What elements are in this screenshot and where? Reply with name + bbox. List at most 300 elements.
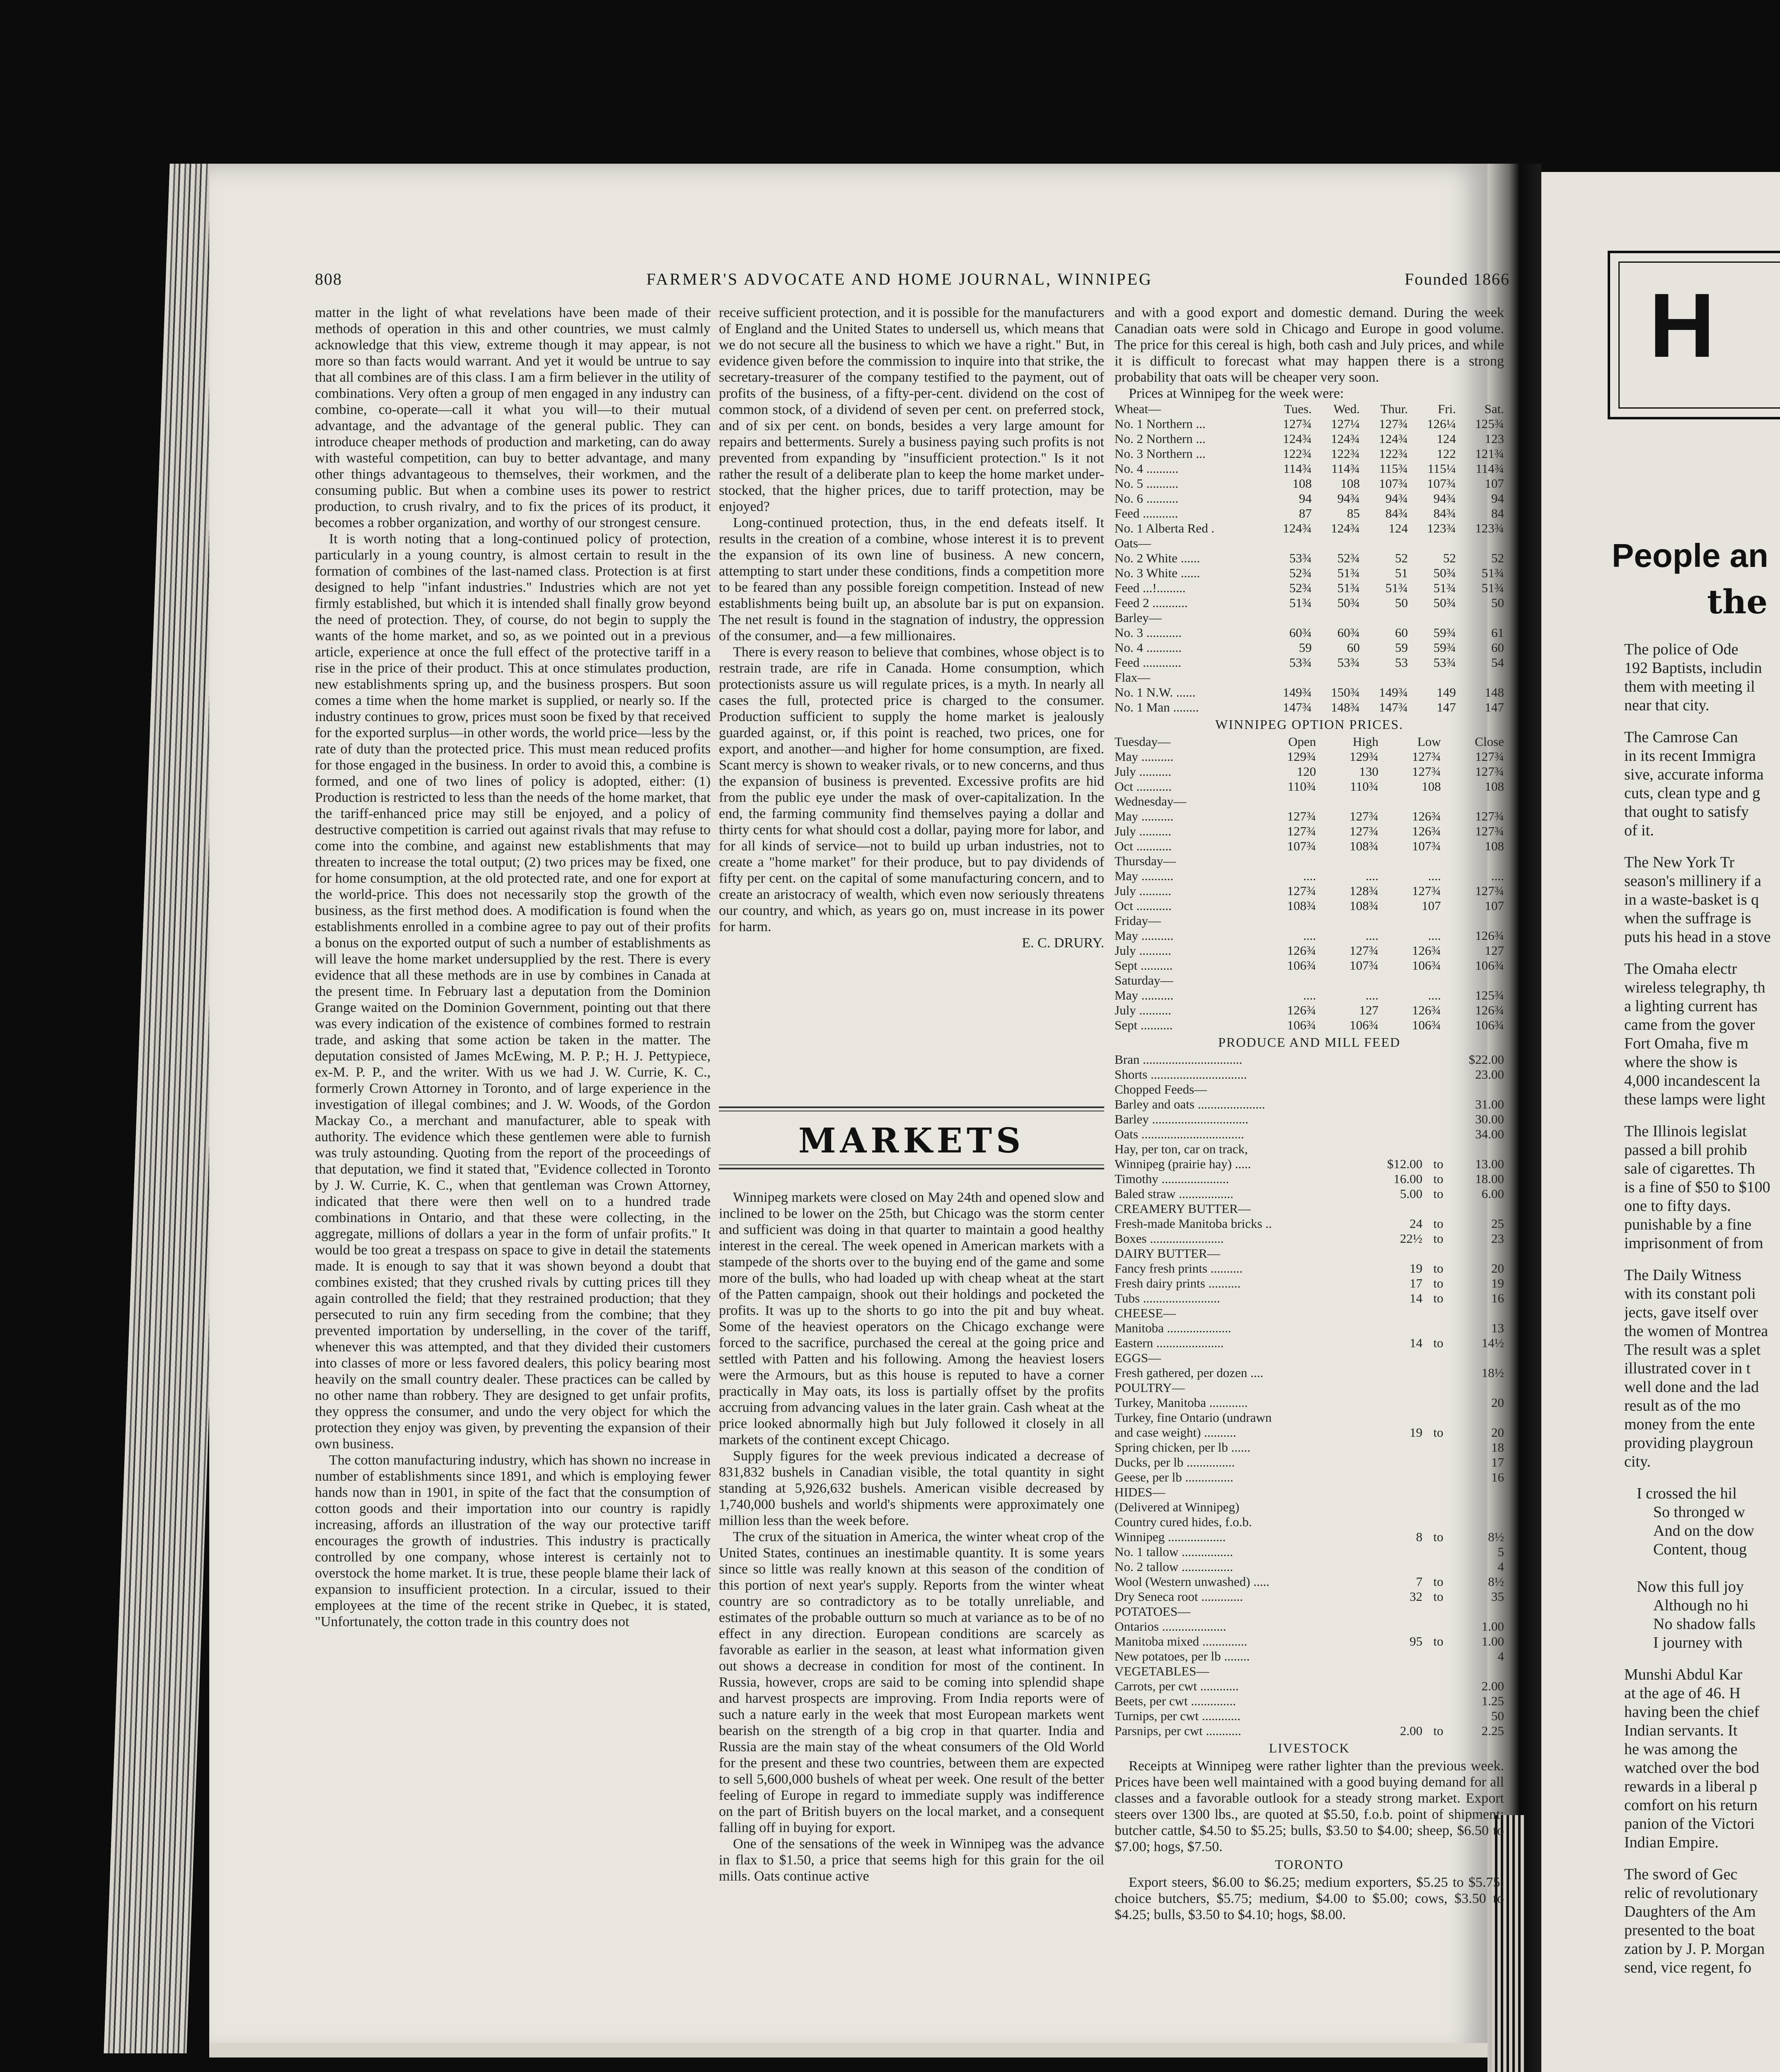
cell-value: .... — [1303, 928, 1316, 943]
produce-price-row — [1115, 1559, 1504, 1574]
cell-value: 147 — [1437, 700, 1456, 714]
cell-value: 8½ — [1488, 1530, 1504, 1544]
cell-value: 4 — [1497, 1649, 1504, 1663]
cell-value — [1316, 854, 1379, 869]
row-label: July .......... — [1115, 824, 1171, 838]
cell-value: 60 — [1395, 625, 1408, 640]
cell-value — [1316, 973, 1379, 988]
cash-price-row — [1115, 700, 1504, 715]
article-paragraph: matter in the light of what revelations have been made of their methods of operation in this and other countries, we must calmly acknowledge that this view, extreme though it may appear, is not more so than facts would warrant. And yet it would be untrue to say that all combines are of this class. I am a firm believer in the utility of combinations. Very often a group of men engaged in any industry can combine, co-operate—call it what you will—to their mutual advantage, and the advantage of the general public. They can introduce cheaper methods of production and marketing, can do away with wasteful competition, can buy to better advantage, and many other things advantageous to themselves, their workmen, and the consuming public. But when a combine uses its power to restrict production, to crush rivalry, and to fix the prices of its product, it becomes a robber organization, and worthy of our strongest censure. — [315, 305, 711, 530]
verse-line: Now this full joy — [1637, 1578, 1744, 1595]
cell-value: 84 — [1491, 506, 1504, 520]
text-line: presented to the boat — [1624, 1922, 1755, 1939]
cell-value — [1362, 1246, 1423, 1261]
cell-value: 51¾ — [1481, 566, 1504, 580]
founded-note: Founded 1866 — [1405, 270, 1510, 288]
row-label: Flax— — [1115, 670, 1151, 685]
produce-price-row — [1115, 1395, 1504, 1410]
row-label: May .......... — [1115, 869, 1174, 883]
text-line: The Omaha electr — [1624, 960, 1737, 978]
cell-value: Low — [1417, 734, 1441, 749]
row-label: Manitoba .................... — [1115, 1321, 1231, 1335]
cell-value: 106¾ — [1287, 1018, 1316, 1032]
text-line: comfort on his return — [1624, 1796, 1758, 1814]
cell-value — [1443, 1500, 1504, 1515]
cell-value — [1362, 1544, 1423, 1559]
cell-value: .... — [1303, 869, 1316, 883]
text-line: 4,000 incandescent la — [1624, 1072, 1761, 1089]
produce-price-row — [1115, 1694, 1504, 1709]
cell-value — [1379, 913, 1441, 928]
option-price-row — [1115, 958, 1504, 973]
option-price-row — [1115, 1003, 1504, 1018]
cell-value: 52¾ — [1337, 551, 1360, 565]
cell-value — [1441, 794, 1504, 809]
cell-value: 108¾ — [1350, 898, 1379, 913]
cell-value: 126¾ — [1287, 1003, 1316, 1017]
cell-value: to — [1433, 1336, 1444, 1350]
row-label: Carrots, per cwt ............ — [1115, 1679, 1239, 1693]
cell-value: 127¾ — [1412, 749, 1441, 764]
option-price-row — [1115, 943, 1504, 958]
section-title-line-2: the — [1707, 582, 1768, 621]
cell-value: 14½ — [1481, 1336, 1504, 1350]
row-label: Wheat— — [1115, 402, 1161, 416]
cell-value: to — [1433, 1574, 1444, 1589]
row-label: Ducks, per lb ............... — [1115, 1455, 1235, 1469]
cell-value: 147¾ — [1283, 700, 1312, 714]
cell-value: 19 — [1410, 1425, 1422, 1440]
text-line: near that city. — [1624, 697, 1710, 714]
cell-value: 59 — [1395, 640, 1408, 655]
cell-value: Tues. — [1284, 402, 1312, 416]
cell-value — [1408, 610, 1456, 625]
cell-value: 108 — [1340, 476, 1360, 491]
cell-value: to — [1433, 1231, 1444, 1246]
cell-value — [1362, 1515, 1423, 1530]
cell-value: 60¾ — [1289, 625, 1312, 640]
cell-value: 18 — [1491, 1440, 1504, 1455]
cell-value: 123 — [1485, 431, 1504, 446]
cash-price-row — [1115, 536, 1504, 551]
cell-value: 94 — [1491, 491, 1504, 506]
text-line: puts his head in a stove — [1624, 928, 1771, 946]
cell-value: 50¾ — [1337, 595, 1360, 610]
cell-value: 50 — [1491, 595, 1504, 610]
row-label: Fresh gathered, per dozen .... — [1115, 1365, 1263, 1380]
row-label: No. 4 ........... — [1115, 640, 1182, 655]
row-label: Oats ................................ — [1115, 1127, 1244, 1141]
cell-value — [1362, 1694, 1423, 1709]
right-page-paragraph — [1624, 1266, 1780, 1471]
produce-price-row — [1115, 1649, 1504, 1664]
row-label: Feed ...!......... — [1115, 581, 1186, 595]
row-label: POULTRY— — [1115, 1380, 1185, 1395]
text-line: cuts, clean type and g — [1624, 784, 1761, 802]
produce-price-row — [1115, 1306, 1504, 1321]
article-paragraph: It is worth noting that a long-continued policy of protection, particularly in a young country, is almost certain to result in the formation of combines of the last-named class. Protection is at first designed to help "infant industries." Industries which are not yet firmly established, but which it is intended shall finally grow beyond the need of protection. They, of course, do not begin to supply the wants of the home market, and so, as we pointed out in a previous article, experience at once the full effect of the protective tariff in a rise in the price of their product. This at once stimulates production, new establishments spring up, and the business prospers. But soon comes a time when the home market is supplied, or nearly so. If the industry continues to grow, prices must soon be fixed by that received for the exported surplus—in other words, the world price—less by the rate of duty than the protected price. This must mean reduced profits for those engaged in the business. In order to avoid this, a combine is formed, and one of two lines of policy is adopted, either: (1) Production is restricted to less than the needs of the home market, that the tariff-enhanced price may still be enjoyed, and a policy of destructive competition is carried out against rivals that may refuse to come into the combine, and against new establishments that may threaten to increase the total output; (2) two prices may be fixed, one for home consumption, at the old protected rate, and one for export at the world-price. This does not necessarily stop the growth of the business, as the first method does. A modification is found when the establishments enrolled in a combine agree to pay out of their profits a bonus on the exported output of such a number of establishments as will leave the home market undersupplied by the rest. There is every evidence that all these methods are in use by combines in Canada at the present time. In February last a deputation from the Dominion Grange waited on the Dominion Government, pointing out that there was every indication of the existence of combines formed to restrain trade, and asking that some action be taken in the matter. The deputation consisted of James McEwing, M. P. P.; H. J. Pettypiece, ex-M. P. P., and the writer. With us we had J. W. Currie, K. C., formerly Crown Attorney in Toronto, and of large experience in the investigation of illegal combines; and J. W. Woods, of the Gordon Mackay Co., a merchant and manufacturer, able to speak with authority. The evidence which these gentlemen were able to furnish was truly astounding. Quoting from the report of the proceedings of that deputation, we find it stated that, "Evidence collected in Toronto by J. W. Currie, K. C., when that gentleman was Crown Attorney, indicated that there were then well on to a hundred trade combinations in Ontario, and that these were collecting, in the aggregate, millions of dollars a year in the form of unfair profits." It would be too great a trespass on space to give in detail the statements made. It is enough to say that it was shown beyond a doubt that combines existed; that they crushed rivals by cutting prices till they again controlled the field; that they restrained production; that they persecuted to ruin any firm seceding from the combine; that they prevented importation by underselling, in the cover of the tariff, whenever this was attempted, and that they divided their customers into classes of more or less favored dealers, this policy bearing most heavily on the small country dealer. These practices can be called by no other name than robbery. They are designed to get unfair profits, they oppress the consumer, and undo the very object for which the protection they enjoy was given, by preventing the expansion of their own business. — [315, 531, 711, 1452]
option-price-row — [1115, 898, 1504, 913]
cell-value: 127¾ — [1475, 824, 1504, 838]
row-label: VEGETABLES— — [1115, 1664, 1209, 1678]
row-label: (Delivered at Winnipeg) — [1115, 1500, 1240, 1514]
cell-value: 147¾ — [1379, 700, 1408, 714]
cell-value: 127 — [1359, 1003, 1379, 1017]
text-line: panion of the Victori — [1624, 1815, 1755, 1832]
text-line: that ought to satisfy — [1624, 803, 1749, 821]
cell-value — [1362, 1559, 1423, 1574]
cell-value: 53¾ — [1433, 655, 1456, 670]
cell-value: $22.00 — [1468, 1052, 1504, 1067]
text-line: Munshi Abdul Kar — [1624, 1666, 1742, 1683]
row-label: Turkey, Manitoba ............ — [1115, 1395, 1248, 1410]
text-line: The sword of Gec — [1624, 1866, 1738, 1883]
cell-value — [1422, 1544, 1443, 1559]
cell-value: 22½ — [1400, 1231, 1422, 1246]
cell-value: 94¾ — [1385, 491, 1408, 506]
rule-line — [719, 1106, 1104, 1108]
produce-price-row — [1115, 1410, 1504, 1425]
text-line: one to fifty days. — [1624, 1197, 1731, 1215]
text-line: passed a bill prohib — [1624, 1141, 1747, 1159]
row-label: CHEESE— — [1115, 1306, 1176, 1320]
text-line: came from the gover — [1624, 1016, 1755, 1034]
row-label: DAIRY BUTTER— — [1115, 1246, 1220, 1261]
row-label: July .......... — [1115, 943, 1171, 958]
cell-value — [1379, 794, 1441, 809]
cell-value — [1422, 1604, 1443, 1619]
text-line: of it. — [1624, 822, 1654, 839]
cell-value: 126¾ — [1412, 943, 1441, 958]
cell-value — [1362, 1455, 1423, 1470]
row-label: Beets, per cwt .............. — [1115, 1694, 1236, 1708]
cell-value: 19 — [1410, 1261, 1422, 1276]
cell-value — [1362, 1067, 1423, 1082]
cell-value: Fri. — [1437, 402, 1456, 416]
cell-value: 127¼ — [1331, 416, 1360, 431]
cell-value — [1408, 536, 1456, 551]
text-line: sive, accurate informa — [1624, 766, 1764, 783]
cell-value: .... — [1365, 928, 1379, 943]
cell-value: 122 — [1437, 446, 1456, 461]
cash-price-row — [1115, 476, 1504, 491]
cell-value — [1264, 610, 1312, 625]
cash-price-header — [1115, 402, 1504, 416]
row-label: Turkey, fine Ontario (undrawn — [1115, 1410, 1272, 1425]
cell-value — [1422, 1380, 1443, 1395]
cell-value: 122¾ — [1331, 446, 1360, 461]
row-label: No. 1 Northern ... — [1115, 416, 1206, 431]
row-label: Friday— — [1115, 913, 1161, 928]
toronto-paragraph: Export steers, $6.00 to $6.25; medium exporters, $5.25 to $5.75; choice butchers, $5.75; medium, $4.00 to $5.00; cows, $3.50 to $4.25; bulls, $3.50 to $4.10; hogs, $8.00. — [1115, 1875, 1504, 1922]
cell-value: 17 — [1491, 1455, 1504, 1469]
cell-value: to — [1433, 1589, 1444, 1604]
cell-value: 127¾ — [1412, 764, 1441, 779]
produce-price-row — [1115, 1067, 1504, 1082]
cell-value: to — [1433, 1172, 1444, 1186]
cell-value: 54 — [1491, 655, 1504, 670]
cell-value: 107¾ — [1287, 839, 1316, 853]
cell-value — [1443, 1664, 1504, 1679]
row-label: Feed 2 ........... — [1115, 595, 1188, 610]
produce-price-row — [1115, 1664, 1504, 1679]
produce-price-row — [1115, 1515, 1504, 1530]
option-price-row — [1115, 884, 1504, 898]
cell-value — [1422, 1067, 1443, 1082]
produce-price-row — [1115, 1723, 1504, 1738]
cash-price-row — [1115, 685, 1504, 700]
cell-value — [1422, 1201, 1443, 1216]
cell-value — [1456, 670, 1504, 685]
cell-value: 19 — [1491, 1276, 1504, 1290]
cell-value — [1362, 1485, 1423, 1500]
cell-value — [1422, 1142, 1443, 1157]
cell-value: 110¾ — [1350, 779, 1379, 794]
cell-value: 1.00 — [1481, 1634, 1504, 1648]
cell-value: 127¾ — [1475, 809, 1504, 823]
cell-value: 124¾ — [1283, 431, 1312, 446]
cell-value: 115¾ — [1379, 461, 1408, 476]
row-label: Winnipeg .................. — [1115, 1530, 1226, 1544]
cell-value: 127¾ — [1379, 416, 1408, 431]
row-label: No. 1 Man ........ — [1115, 700, 1199, 714]
cell-value — [1362, 1440, 1423, 1455]
cell-value: 50 — [1395, 595, 1408, 610]
row-label: Feed ........... — [1115, 506, 1178, 520]
cell-value — [1441, 973, 1504, 988]
cell-value — [1312, 610, 1360, 625]
cell-value — [1362, 1709, 1423, 1723]
text-line: sale of cigarettes. Th — [1624, 1160, 1755, 1177]
cell-value — [1316, 913, 1379, 928]
row-label: No. 1 N.W. ...... — [1115, 685, 1196, 700]
row-label: Baled straw ................. — [1115, 1186, 1233, 1201]
text-line: punishable by a fine — [1624, 1216, 1752, 1233]
cell-value: 16 — [1491, 1291, 1504, 1305]
row-label: Tuesday— — [1115, 734, 1171, 749]
cell-value: 127¾ — [1412, 884, 1441, 898]
cell-value: 17 — [1410, 1276, 1422, 1290]
row-label: EGGS— — [1115, 1351, 1161, 1365]
cash-prices-table — [1115, 402, 1504, 715]
cell-value: 60 — [1347, 640, 1360, 655]
cell-value: 51¾ — [1481, 581, 1504, 595]
cell-value — [1362, 1127, 1423, 1142]
text-line: Indian servants. It — [1624, 1722, 1738, 1739]
cash-price-row — [1115, 670, 1504, 685]
cell-value: 8 — [1416, 1530, 1422, 1544]
produce-price-row — [1115, 1216, 1504, 1231]
journal-title: FARMER'S ADVOCATE AND HOME JOURNAL, WINNIPEG — [646, 270, 1153, 288]
cell-value: 126¾ — [1412, 809, 1441, 823]
row-label: and case weight) .......... — [1115, 1425, 1236, 1440]
produce-price-row — [1115, 1321, 1504, 1336]
produce-price-row — [1115, 1365, 1504, 1380]
cell-value — [1362, 1365, 1423, 1380]
cell-value: 125¾ — [1475, 416, 1504, 431]
cell-value: 84¾ — [1433, 506, 1456, 520]
cell-value — [1254, 973, 1316, 988]
row-label: Barley and oats ..................... — [1115, 1097, 1265, 1111]
cell-value — [1456, 610, 1504, 625]
cell-value: 126¼ — [1427, 416, 1456, 431]
cell-value — [1443, 1246, 1504, 1261]
right-page-paragraph — [1624, 1122, 1780, 1253]
cell-value — [1264, 670, 1312, 685]
cell-value: 20 — [1491, 1425, 1504, 1440]
row-label: Saturday— — [1115, 973, 1173, 988]
produce-price-row — [1115, 1231, 1504, 1246]
produce-price-row — [1115, 1097, 1504, 1112]
markets-title: MARKETS — [798, 1121, 1025, 1161]
cell-value: 85 — [1347, 506, 1360, 520]
right-page-column — [1624, 640, 1780, 1990]
cell-value — [1312, 536, 1360, 551]
text-line: money from the ente — [1624, 1416, 1755, 1433]
produce-price-row — [1115, 1157, 1504, 1172]
text-line: The Daily Witness — [1624, 1266, 1741, 1284]
option-price-row — [1115, 854, 1504, 869]
row-label: No. 3 White ...... — [1115, 566, 1200, 580]
cell-value: 128¾ — [1350, 884, 1379, 898]
option-price-row — [1115, 779, 1504, 794]
cell-value: 20 — [1491, 1261, 1504, 1276]
cell-value: 31.00 — [1475, 1097, 1504, 1111]
cell-value: Open — [1288, 734, 1316, 749]
option-price-row — [1115, 869, 1504, 884]
produce-prices-table — [1115, 1052, 1504, 1738]
cash-price-row — [1115, 416, 1504, 431]
cell-value: to — [1433, 1634, 1444, 1648]
produce-price-row — [1115, 1500, 1504, 1515]
cell-value: 107¾ — [1427, 476, 1456, 491]
cell-value: 50¾ — [1433, 595, 1456, 610]
cell-value: to — [1433, 1261, 1444, 1276]
row-label: No. 5 .......... — [1115, 476, 1179, 491]
row-label: Manitoba mixed .............. — [1115, 1634, 1248, 1648]
cell-value — [1422, 1559, 1443, 1574]
produce-price-row — [1115, 1052, 1504, 1067]
article-column-1 — [315, 305, 711, 1630]
cell-value — [1362, 1395, 1423, 1410]
cell-value: 148 — [1485, 685, 1504, 700]
cell-value: 59¾ — [1433, 625, 1456, 640]
text-line: The Camrose Can — [1624, 729, 1738, 746]
text-line: with its constant poli — [1624, 1285, 1756, 1302]
right-page-paragraph — [1624, 1865, 1780, 1977]
cell-value — [1456, 536, 1504, 551]
cell-value — [1422, 1082, 1443, 1097]
cell-value: 51¾ — [1433, 581, 1456, 595]
text-line: wireless telegraphy, th — [1624, 979, 1765, 996]
cell-value: 60¾ — [1337, 625, 1360, 640]
cell-value — [1443, 1306, 1504, 1321]
cell-value: 94¾ — [1337, 491, 1360, 506]
cell-value: 147 — [1485, 700, 1504, 714]
text-line: them with meeting il — [1624, 678, 1755, 695]
cell-value: 107¾ — [1350, 958, 1379, 973]
produce-price-row — [1115, 1544, 1504, 1559]
cell-value: 52¾ — [1289, 566, 1312, 580]
row-label: Oats— — [1115, 536, 1151, 550]
row-label: Parsnips, per cwt ........... — [1115, 1723, 1241, 1738]
cell-value: 127¾ — [1475, 884, 1504, 898]
row-label: July .......... — [1115, 1003, 1171, 1017]
cell-value: to — [1433, 1723, 1444, 1738]
row-label: CREAMERY BUTTER— — [1115, 1201, 1251, 1216]
produce-price-row — [1115, 1082, 1504, 1097]
cell-value: 53¾ — [1289, 551, 1312, 565]
text-line: result as of the mo — [1624, 1397, 1741, 1414]
row-label: Feed ............ — [1115, 655, 1182, 670]
cell-value: 13.00 — [1475, 1157, 1504, 1171]
cell-value: 84¾ — [1385, 506, 1408, 520]
text-line: imprisonment of from — [1624, 1234, 1763, 1252]
cell-value: .... — [1428, 988, 1441, 1002]
cash-price-row — [1115, 640, 1504, 655]
verse-line: Content, thoug — [1653, 1541, 1747, 1558]
produce-price-row — [1115, 1440, 1504, 1455]
cell-value — [1422, 1440, 1443, 1455]
row-label: Shorts .............................. — [1115, 1067, 1247, 1082]
option-price-row — [1115, 749, 1504, 764]
cell-value: 18½ — [1481, 1365, 1504, 1380]
cash-price-row — [1115, 461, 1504, 476]
right-page-paragraph — [1624, 960, 1780, 1109]
cell-value: 130 — [1359, 764, 1379, 779]
text-line: send, vice regent, fo — [1624, 1959, 1752, 1976]
row-label: Country cured hides, f.o.b. — [1115, 1515, 1252, 1529]
text-line: Fort Omaha, five m — [1624, 1035, 1749, 1052]
cell-value: 52 — [1491, 551, 1504, 565]
text-line: illustrated cover in t — [1624, 1360, 1751, 1377]
cell-value: 6.00 — [1481, 1186, 1504, 1201]
cell-value — [1379, 854, 1441, 869]
produce-price-row — [1115, 1246, 1504, 1261]
cell-value — [1422, 1127, 1443, 1142]
verse-line: I journey with — [1653, 1634, 1743, 1651]
row-label: July .......... — [1115, 884, 1171, 898]
cash-price-row — [1115, 595, 1504, 610]
cell-value — [1254, 854, 1316, 869]
rule-line — [719, 1164, 1104, 1165]
produce-price-row — [1115, 1112, 1504, 1127]
cell-value: to — [1433, 1186, 1444, 1201]
cell-value: 114¾ — [1283, 461, 1312, 476]
cell-value: to — [1433, 1157, 1444, 1171]
verse-line — [1624, 1559, 1780, 1578]
cell-value — [1362, 1604, 1423, 1619]
option-price-row — [1115, 839, 1504, 854]
row-label: No. 2 tallow ................ — [1115, 1559, 1233, 1574]
cell-value — [1422, 1410, 1443, 1425]
text-line: The Illinois legislat — [1624, 1123, 1747, 1140]
produce-price-row — [1115, 1485, 1504, 1500]
cash-price-row — [1115, 581, 1504, 595]
cash-price-row — [1115, 625, 1504, 640]
cell-value: 14 — [1410, 1291, 1422, 1305]
produce-price-row — [1115, 1634, 1504, 1649]
cell-value — [1362, 1321, 1423, 1336]
row-label: Boxes ....................... — [1115, 1231, 1224, 1246]
cell-value: 127¾ — [1287, 884, 1316, 898]
cell-value — [1316, 794, 1379, 809]
cell-value: 127¾ — [1350, 824, 1379, 838]
option-price-row — [1115, 1018, 1504, 1033]
row-label: Barley— — [1115, 610, 1162, 625]
page-number: 808 — [315, 270, 342, 288]
cell-value — [1362, 1500, 1423, 1515]
